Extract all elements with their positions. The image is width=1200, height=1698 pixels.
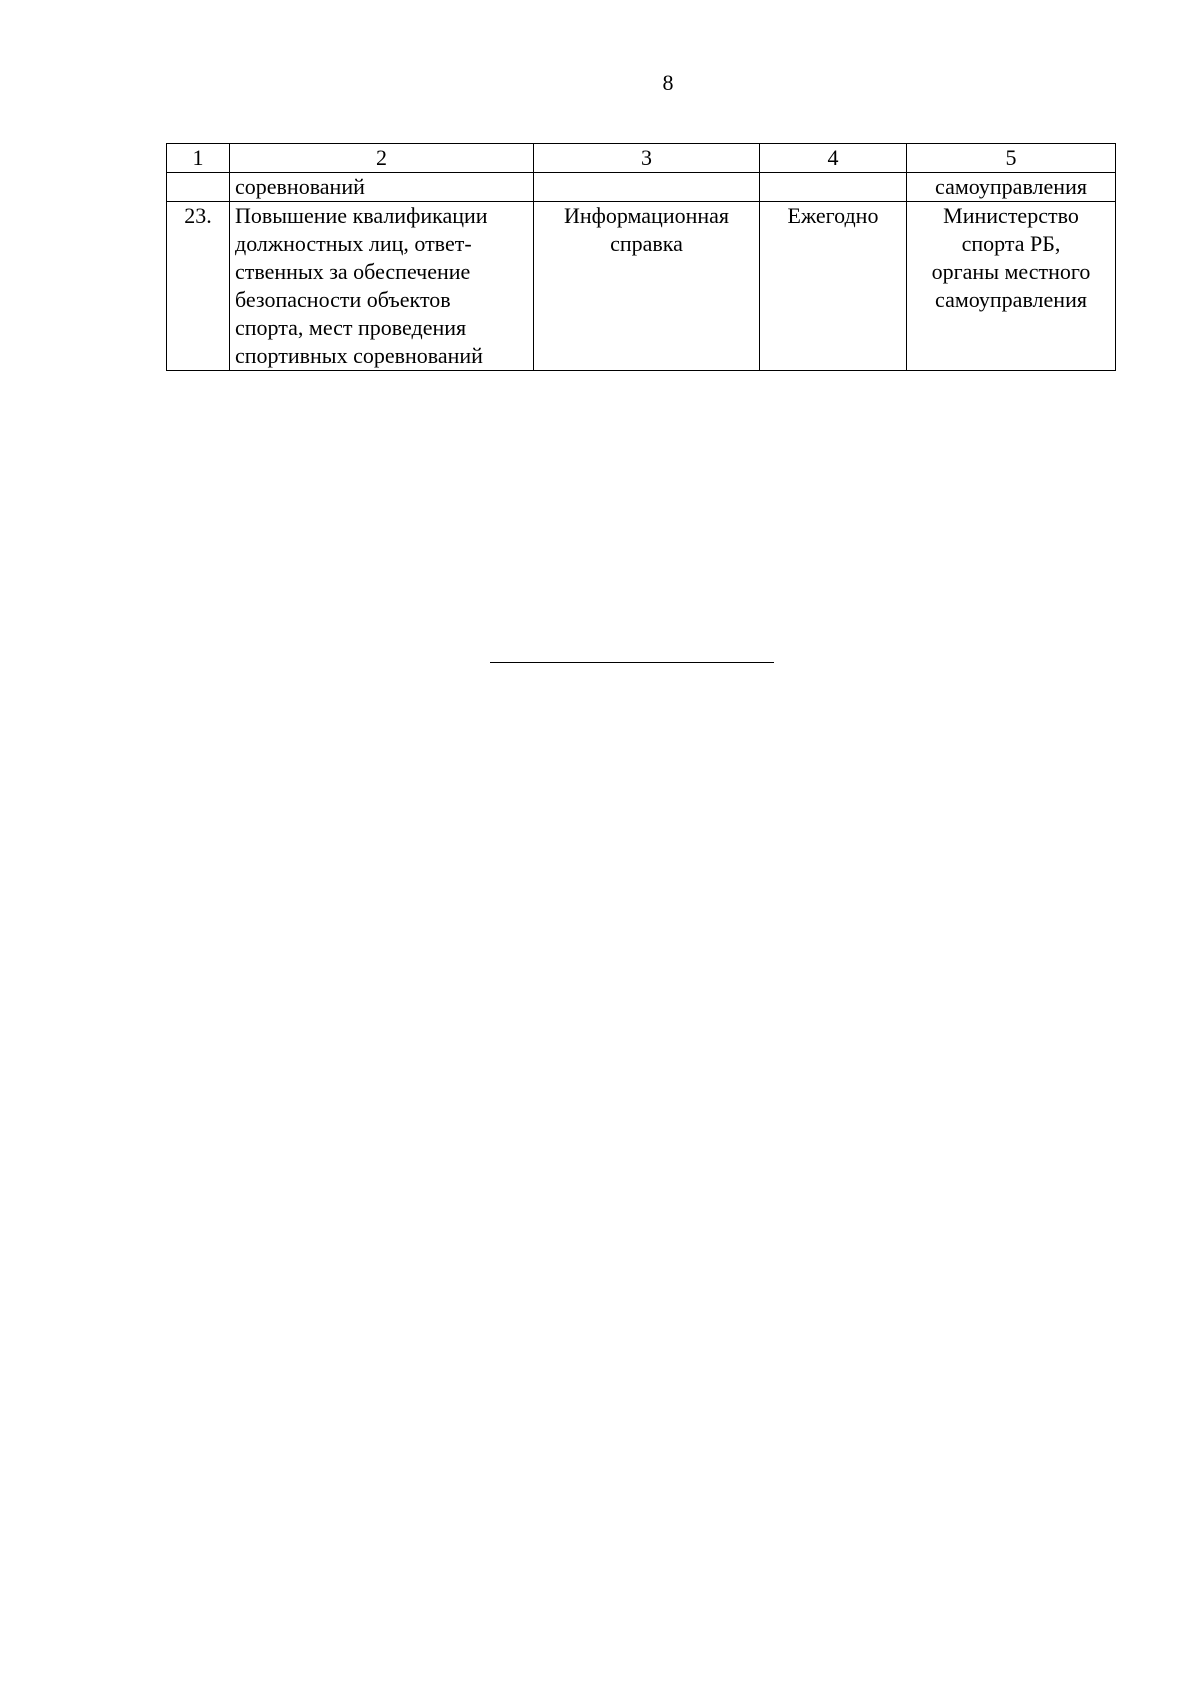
- continuation-cell-5: самоуправления: [907, 173, 1116, 202]
- header-cell-4: 4: [760, 144, 907, 173]
- responsible-cell: Министерство спорта РБ, органы местного самоуправления: [907, 202, 1116, 371]
- measures-table: [166, 143, 1116, 371]
- continuation-cell-2: соревнований: [230, 173, 534, 202]
- measure-cell: Повышение квалификации должностных лиц, ответ- ственных за обеспечение безопасности объектов спорта, мест проведения спортивных соревнований: [230, 202, 534, 371]
- page-number: 8: [662, 70, 674, 95]
- continuation-cell-4: [760, 173, 907, 202]
- header-cell-1: 1: [167, 144, 230, 173]
- table-header-row: [167, 144, 1116, 173]
- header-cell-2: 2: [230, 144, 534, 173]
- continuation-cell-3: [534, 173, 760, 202]
- end-divider-line: [490, 662, 774, 663]
- continuation-cell-1: [167, 173, 230, 202]
- report-form-cell: Информационная справка: [534, 202, 760, 371]
- header-cell-5: 5: [907, 144, 1116, 173]
- deadline-cell: Ежегодно: [760, 202, 907, 371]
- table-row: [167, 202, 1116, 371]
- table-row-continuation: [167, 173, 1116, 202]
- row-number-cell: 23.: [167, 202, 230, 371]
- header-cell-3: 3: [534, 144, 760, 173]
